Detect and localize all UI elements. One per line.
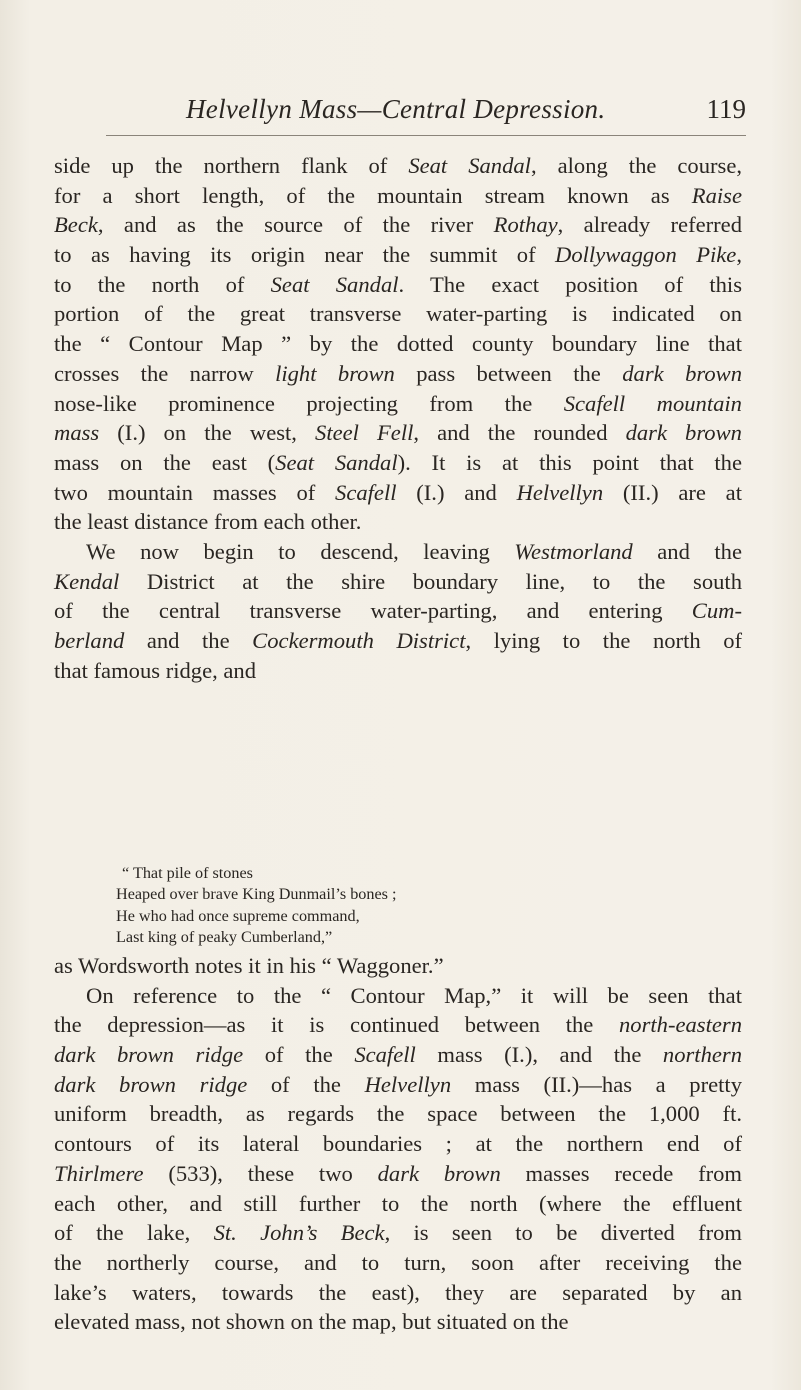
running-title: Helvellyn Mass—Central Depression. bbox=[186, 94, 606, 124]
italic-term: mass bbox=[54, 420, 100, 446]
paragraph-1 bbox=[54, 151, 742, 537]
italic-term: north-eastern bbox=[619, 1012, 742, 1038]
italic-term: Seat Sandal bbox=[275, 449, 398, 475]
body-text-lower bbox=[54, 951, 742, 1337]
italic-term: Scafell mountain bbox=[563, 390, 742, 416]
text-line: Thirlmere (533), these two dark brown masses recede from bbox=[54, 1160, 742, 1186]
poem-line: “ That pile of stones bbox=[122, 864, 253, 882]
text-line: of the central transverse water-parting, and entering Cum- bbox=[54, 598, 742, 624]
poem-line: Heaped over brave King Dunmail’s bones ; bbox=[116, 885, 397, 904]
header-rule bbox=[106, 135, 746, 136]
text-line: the least distance from each other. bbox=[54, 509, 362, 535]
text-line: Beck, and as the source of the river Rothay, already referred bbox=[54, 212, 742, 238]
poem-quotation bbox=[116, 863, 676, 949]
paragraph-4 bbox=[54, 981, 742, 1337]
italic-term: Seat Sandal bbox=[270, 271, 399, 297]
text-line: the “ Contour Map ” by the dotted county boundary line that bbox=[54, 331, 742, 357]
paragraph-2 bbox=[54, 537, 742, 685]
text-line: We now begin to descend, leaving Westmorland and the bbox=[86, 538, 742, 564]
italic-term: Rothay bbox=[493, 212, 558, 238]
italic-term: Steel Fell bbox=[315, 420, 414, 446]
text-line: On reference to the “ Contour Map,” it will be seen that bbox=[86, 982, 742, 1008]
text-line: that famous ridge, and bbox=[54, 657, 257, 683]
text-line: uniform breadth, as regards the space between the 1,000 ft. bbox=[54, 1101, 742, 1127]
italic-term: Thirlmere bbox=[54, 1160, 144, 1186]
italic-term: Scafell bbox=[354, 1042, 416, 1068]
text-line: the northerly course, and to turn, soon after receiving the bbox=[54, 1249, 742, 1275]
italic-term: Helvellyn bbox=[516, 479, 604, 505]
italic-term: Cum- bbox=[691, 598, 742, 624]
text-line: as Wordsworth notes it in his “ Waggoner.” bbox=[54, 953, 444, 978]
italic-term: Cockermouth District bbox=[252, 628, 466, 653]
italic-term: Dollywaggon Pike bbox=[555, 242, 737, 268]
text-line: portion of the great transverse water-parting is indicated on bbox=[54, 301, 742, 327]
text-line: of the lake, St. John’s Beck, is seen to be diverted from bbox=[54, 1220, 742, 1246]
text-line: side up the northern flank of Seat Sandal, along the course, bbox=[54, 153, 742, 178]
text-line: mass (I.) on the west, Steel Fell, and the rounded dark brown bbox=[54, 420, 742, 446]
italic-term: Seat Sandal bbox=[408, 153, 531, 178]
text-line: Kendal District at the shire boundary line, to the south bbox=[54, 568, 742, 594]
text-line: dark brown ridge of the Scafell mass (I.), and the northern bbox=[54, 1042, 742, 1068]
italic-term: dark brown bbox=[377, 1160, 501, 1186]
text-line: the depression—as it is continued between the north-eastern bbox=[54, 1012, 742, 1038]
body-text-upper bbox=[54, 151, 742, 685]
italic-term: dark brown bbox=[625, 420, 742, 446]
italic-term: dark brown ridge bbox=[54, 1042, 244, 1068]
text-line: elevated mass, not shown on the map, but situated on the bbox=[54, 1309, 569, 1335]
italic-term: northern bbox=[662, 1042, 742, 1068]
italic-term: Beck bbox=[54, 212, 98, 238]
italic-term: light brown bbox=[275, 360, 395, 386]
poem-line: Last king of peaky Cumberland,” bbox=[116, 928, 333, 947]
text-line: dark brown ridge of the Helvellyn mass (II.)—has a pretty bbox=[54, 1071, 742, 1097]
text-line: to as having its origin near the summit of Dollywaggon Pike, bbox=[54, 242, 742, 268]
text-line: crosses the narrow light brown pass between the dark brown bbox=[54, 360, 742, 386]
paragraph-3 bbox=[54, 951, 742, 981]
text-line: contours of its lateral boundaries ; at the northern end of bbox=[54, 1131, 742, 1157]
poem-line: He who had once supreme command, bbox=[116, 906, 360, 925]
text-line: mass on the east (Seat Sandal). It is at this point that the bbox=[54, 449, 742, 475]
text-line: to the north of Seat Sandal. The exact position of this bbox=[54, 271, 742, 297]
italic-term: dark brown bbox=[622, 360, 742, 386]
text-line: for a short length, of the mountain stream known as Raise bbox=[54, 182, 742, 208]
running-header bbox=[186, 94, 746, 134]
italic-term: Raise bbox=[691, 182, 742, 208]
text-line: nose-like prominence projecting from the Scafell mountain bbox=[54, 390, 742, 416]
italic-term: berland bbox=[54, 628, 125, 653]
text-line: each other, and still further to the north (where the effluent bbox=[54, 1190, 742, 1216]
italic-term: dark brown ridge bbox=[54, 1071, 248, 1097]
italic-term: Westmorland bbox=[514, 538, 633, 564]
text-line: two mountain masses of Scafell (I.) and Helvellyn (II.) are at bbox=[54, 479, 742, 505]
italic-term: Scafell bbox=[335, 479, 397, 505]
page-number: 119 bbox=[706, 94, 746, 124]
italic-term: Kendal bbox=[54, 568, 120, 594]
text-line: lake’s waters, towards the east), they are separated by an bbox=[54, 1279, 742, 1305]
italic-term: St. John’s Beck bbox=[213, 1220, 385, 1246]
italic-term: Helvellyn bbox=[364, 1071, 452, 1097]
text-line: berland and the Cockermouth District, lying to the north of bbox=[54, 628, 743, 653]
